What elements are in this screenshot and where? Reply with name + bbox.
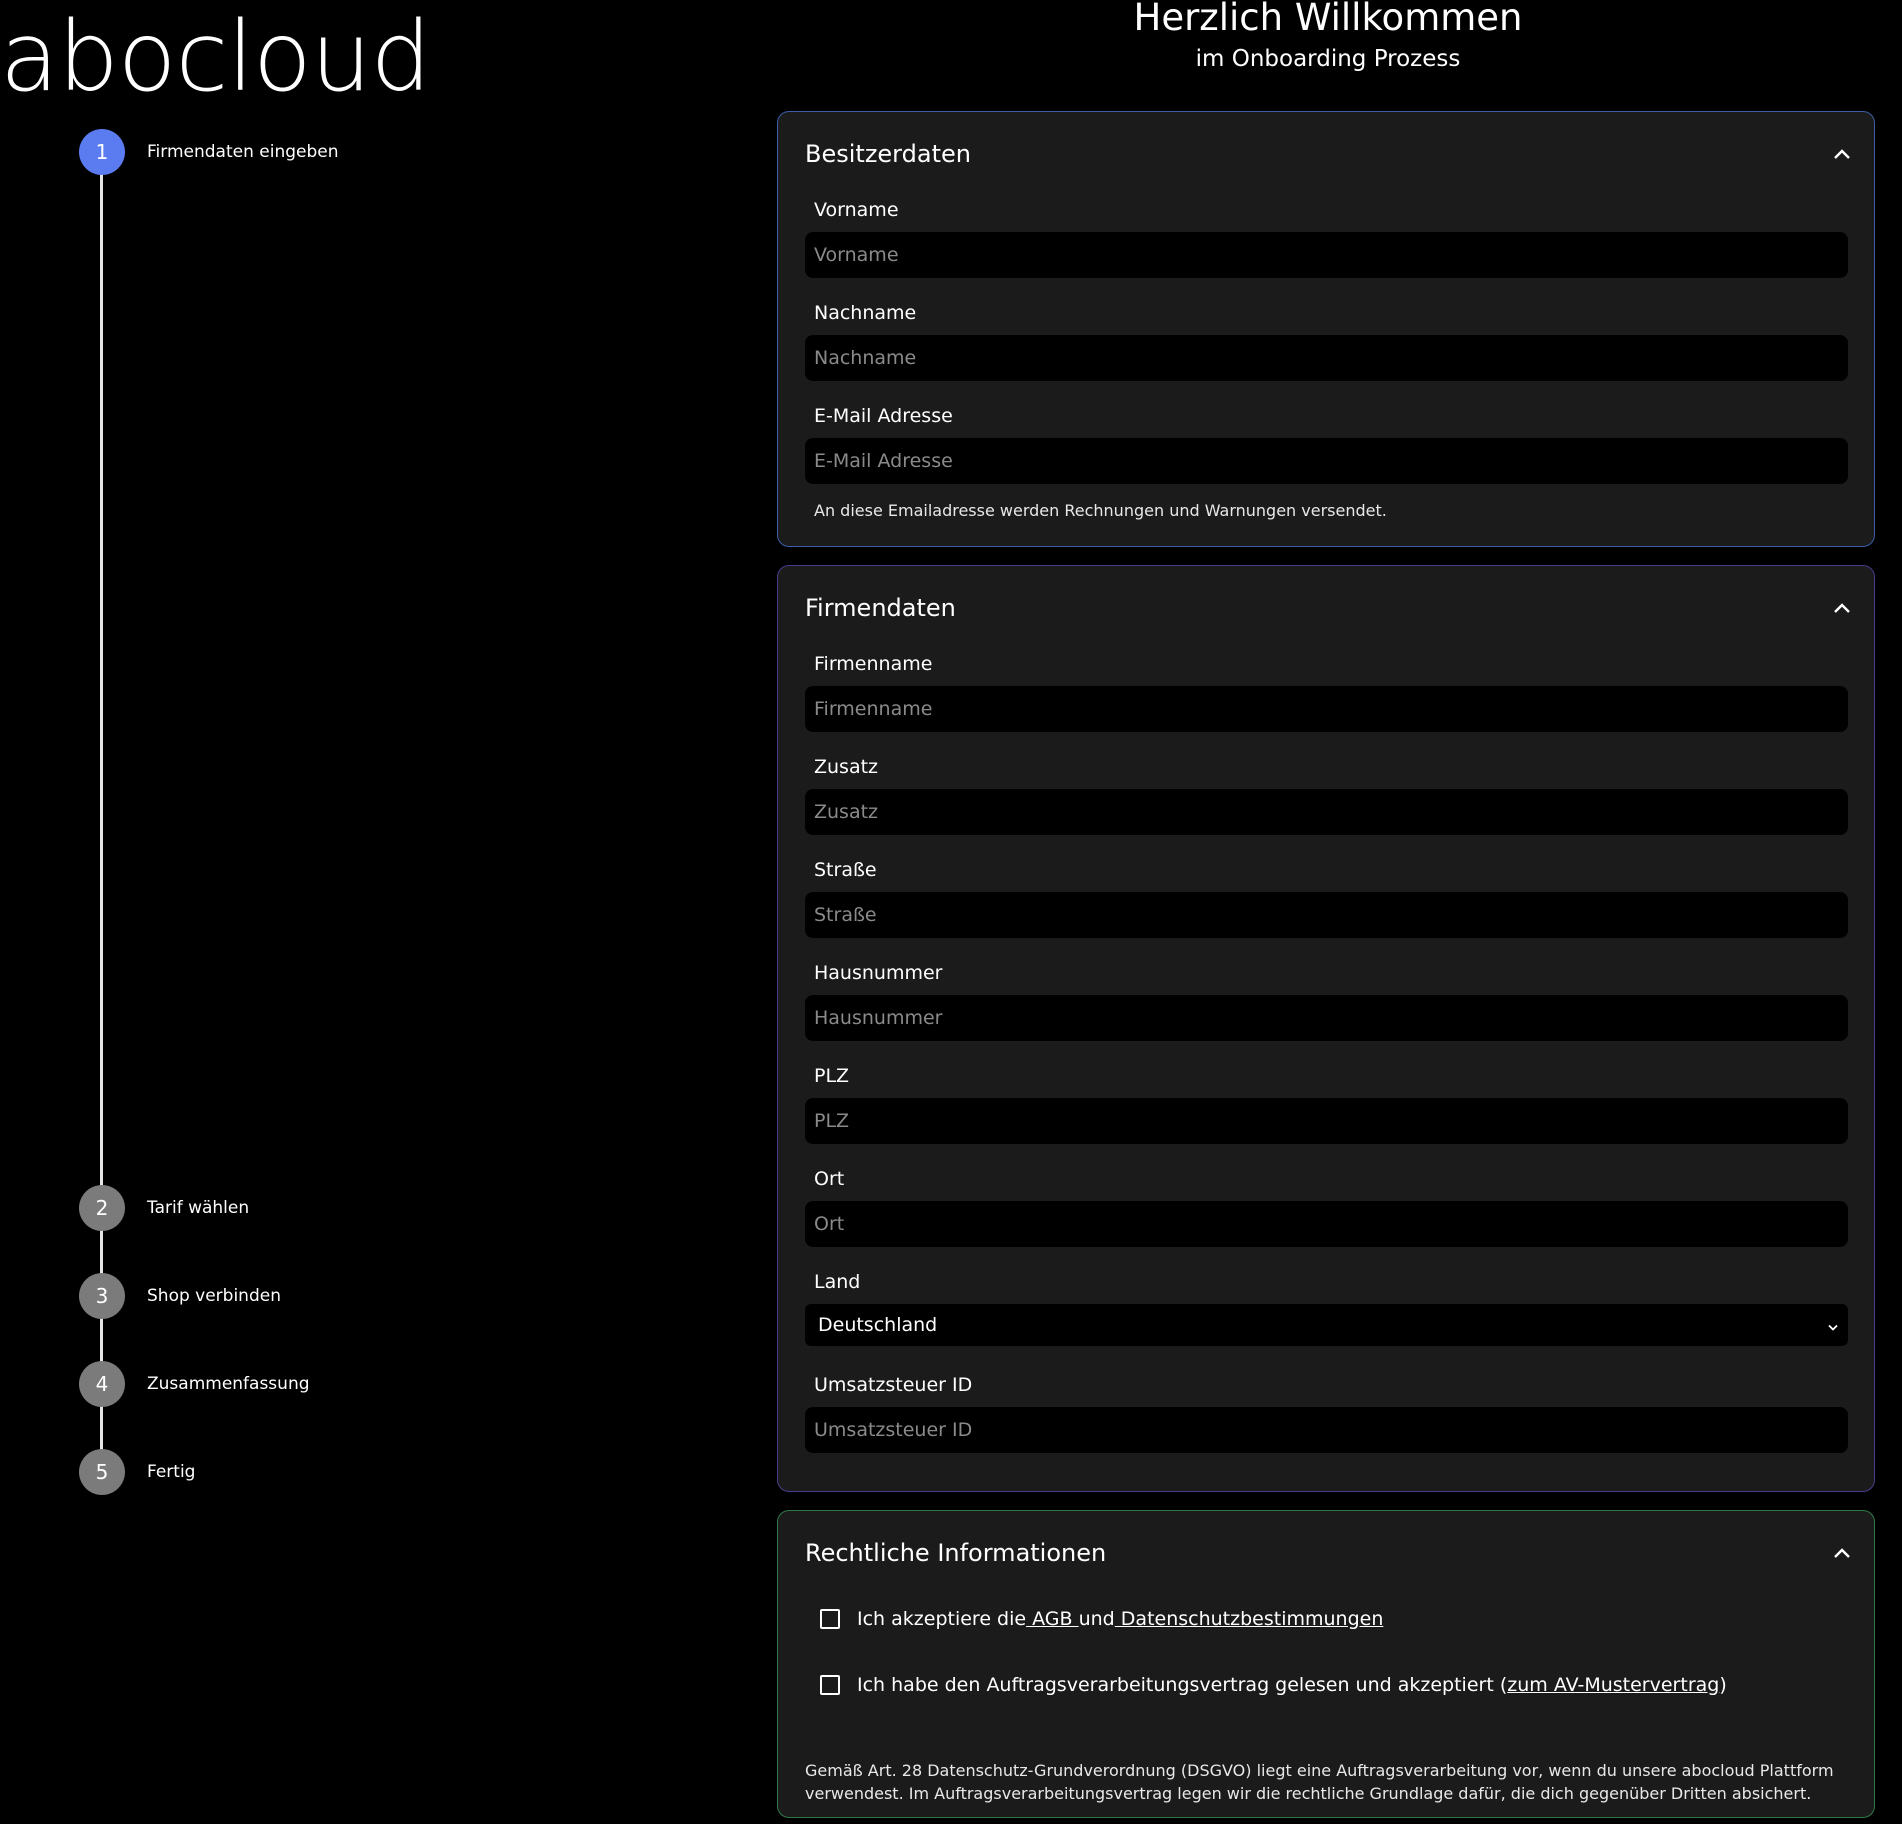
city-label: Ort — [814, 1168, 845, 1190]
step-label: Tarif wählen — [147, 1198, 250, 1218]
dsgvo-notice: Gemäß Art. 28 Datenschutz-Grundverordnung (DSGVO) liegt eine Auftragsverarbeitung vor, wenn du unsere abocloud Plattform verwendest. Im Auftragsverarbeitungsvertrag legen wir die rechtliche Grundlage dafür, die dich gegenüber Dritten absichert. — [805, 1761, 1834, 1803]
avv-suffix: ) — [1719, 1674, 1727, 1696]
country-field — [778, 1268, 1874, 1346]
terms-prefix: Ich akzeptiere die — [857, 1608, 1027, 1630]
vat-input[interactable] — [805, 1407, 1848, 1453]
abocloud-logo[interactable]: abocloud — [0, 1, 431, 113]
agb-link[interactable]: AGB — [1026, 1608, 1079, 1630]
step-number: 3 — [79, 1273, 125, 1319]
country-select[interactable] — [805, 1304, 1848, 1346]
step-label: Firmendaten eingeben — [147, 142, 339, 162]
legal-card-header[interactable] — [778, 1511, 1874, 1595]
chevron-up-icon[interactable] — [1832, 144, 1852, 164]
firstname-input[interactable] — [805, 232, 1848, 278]
company-name-input[interactable] — [805, 686, 1848, 732]
step-number: 1 — [79, 129, 125, 175]
page-header — [778, 0, 1878, 72]
page-subtitle: im Onboarding Prozess — [1195, 46, 1461, 72]
terms-and: und — [1078, 1608, 1115, 1630]
legal-card — [777, 1510, 1875, 1818]
step-number: 2 — [79, 1185, 125, 1231]
avv-checkbox[interactable] — [820, 1675, 840, 1695]
firstname-field — [778, 196, 1874, 278]
owner-card-title: Besitzerdaten — [805, 140, 971, 168]
email-field — [778, 402, 1874, 484]
legal-card-title: Rechtliche Informationen — [805, 1539, 1107, 1567]
housenumber-input[interactable] — [805, 995, 1848, 1041]
chevron-down-icon — [1828, 1314, 1838, 1336]
page-title: Herzlich Willkommen — [1133, 0, 1523, 39]
step-zusammenfassung[interactable] — [79, 1361, 310, 1407]
zip-field — [778, 1062, 1874, 1144]
owner-card — [777, 111, 1875, 547]
company-card-header[interactable] — [778, 566, 1874, 650]
avv-text: Ich habe den Auftragsverarbeitungsvertrag gelesen und akzeptiert ( — [857, 1674, 1508, 1696]
addition-field — [778, 753, 1874, 835]
street-input[interactable] — [805, 892, 1848, 938]
housenumber-field — [778, 959, 1874, 1041]
street-field — [778, 856, 1874, 938]
lastname-input[interactable] — [805, 335, 1848, 381]
housenumber-label: Hausnummer — [814, 962, 943, 984]
company-name-label: Firmenname — [814, 653, 933, 675]
city-input[interactable] — [805, 1201, 1848, 1247]
country-value: Deutschland — [818, 1314, 938, 1336]
zip-input[interactable] — [805, 1098, 1848, 1144]
step-firmendaten[interactable] — [79, 129, 339, 175]
step-tarif[interactable] — [79, 1185, 249, 1231]
avv-link[interactable]: zum AV-Mustervertrag — [1507, 1674, 1720, 1696]
chevron-up-icon[interactable] — [1832, 1543, 1852, 1563]
terms-row — [778, 1601, 1874, 1637]
email-label: E-Mail Adresse — [814, 405, 953, 427]
street-label: Straße — [814, 859, 877, 881]
step-label: Zusammenfassung — [147, 1374, 310, 1394]
company-card-title: Firmendaten — [805, 594, 956, 622]
step-fertig[interactable] — [79, 1449, 195, 1495]
chevron-up-icon[interactable] — [1832, 598, 1852, 618]
avv-row — [778, 1667, 1874, 1703]
addition-label: Zusatz — [814, 756, 879, 778]
firstname-label: Vorname — [814, 199, 899, 221]
lastname-field — [778, 299, 1874, 381]
country-label: Land — [814, 1271, 861, 1293]
step-shop[interactable] — [79, 1273, 281, 1319]
city-field — [778, 1165, 1874, 1247]
email-input[interactable] — [805, 438, 1848, 484]
owner-card-header[interactable] — [778, 112, 1874, 196]
lastname-label: Nachname — [814, 302, 917, 324]
privacy-link[interactable]: Datenschutzbestimmungen — [1114, 1608, 1384, 1630]
step-label: Fertig — [147, 1462, 196, 1482]
email-hint: An diese Emailadresse werden Rechnungen und Warnungen versendet. — [814, 501, 1387, 520]
step-label: Shop verbinden — [147, 1286, 281, 1306]
zip-label: PLZ — [814, 1065, 850, 1087]
step-number: 4 — [79, 1361, 125, 1407]
vat-label: Umsatzsteuer ID — [814, 1374, 973, 1396]
company-card — [777, 565, 1875, 1492]
vat-field — [778, 1371, 1874, 1453]
company-name-field — [778, 650, 1874, 732]
step-number: 5 — [79, 1449, 125, 1495]
addition-input[interactable] — [805, 789, 1848, 835]
terms-checkbox[interactable] — [820, 1609, 840, 1629]
